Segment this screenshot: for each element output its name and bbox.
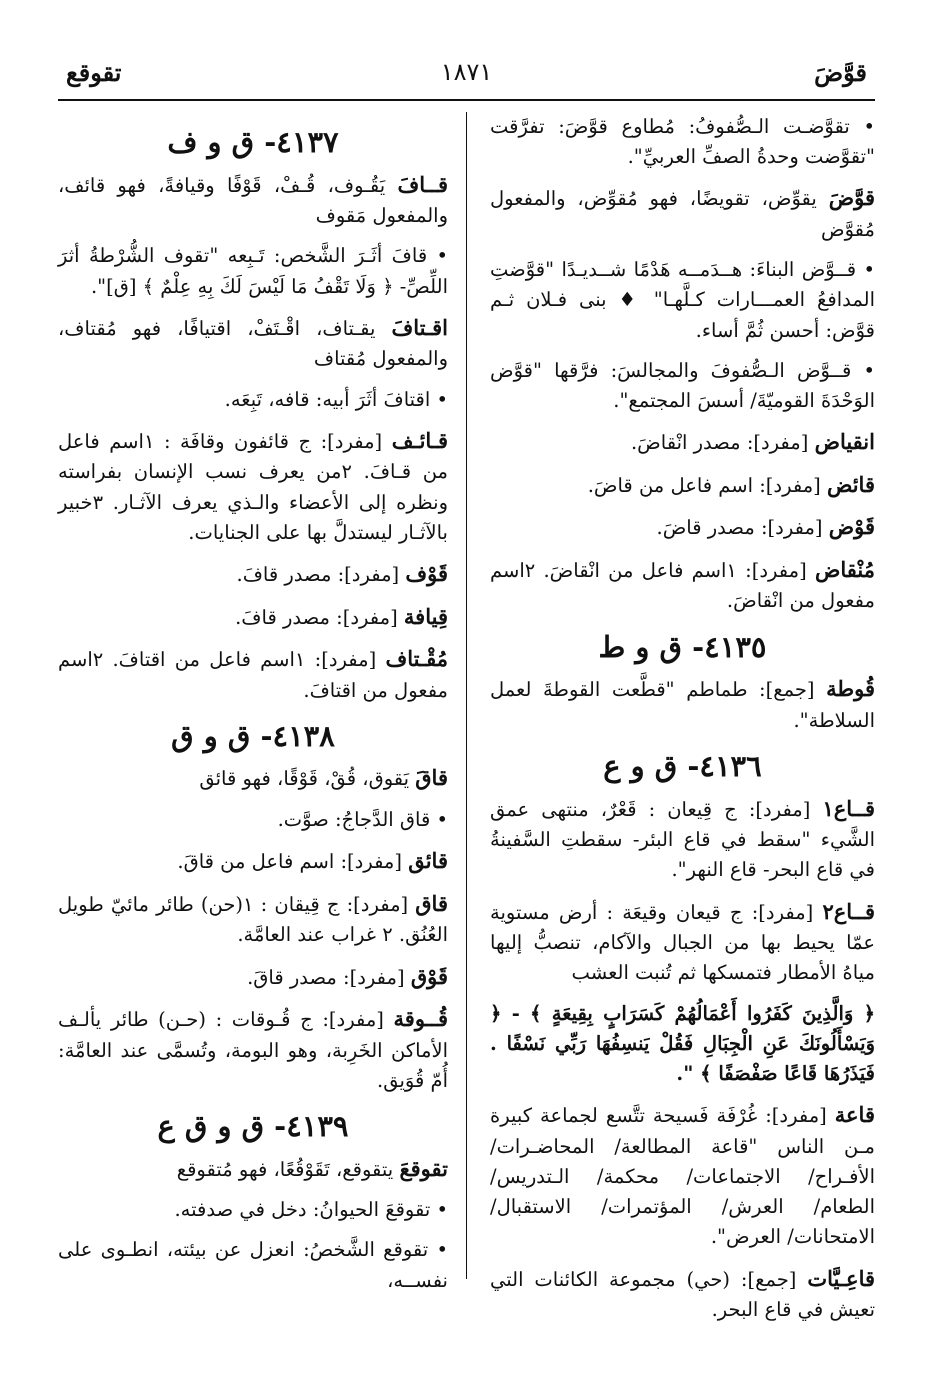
dictionary-entry [490,182,875,245]
entry-headword: قــاع١ [822,795,876,821]
entry-headword: قوَّضَ [828,185,875,211]
entry-headword: اقـتافَ [391,314,448,340]
entry-headword: قاعة [834,1102,875,1128]
section-title: ٤١٣٩- ق و ق ع [157,1109,349,1144]
section-title: ٤١٣٦- ق و ع [603,749,762,784]
section-title: ٤١٣٥- ق و ط [598,629,767,664]
quran-quote [490,999,875,1090]
dictionary-entry [490,1099,875,1252]
dictionary-entry [58,1235,448,1295]
dictionary-entry [58,643,448,706]
dictionary-entry [58,845,448,878]
entry-text: • تقوقع الشَّخصُ: انعزل عن بيئته، انطـوى على نفســه، [58,1238,448,1292]
entry-headword: مُقْـتاف [385,646,448,672]
entry-text: • قــوَّض البناءَ: هــدَمــه هَدْمًا شــديـدًا "قوَّضتِ المدافعُ العمـــارات كـلَّهـا" ♦ بنى فـلان ثـم قوَّض: أحسن ثُمَّ أساء. [490,258,875,342]
dictionary-entry [490,554,875,617]
entry-text: • قــوَّض الـصُّفوفَ والمجالسَ: فرَّقها "قوَّض الوَحْدَةَ القوميّةَ/ أسسَ المجتمع". [490,358,875,413]
entry-headword: قائض [826,471,875,497]
dictionary-entry [490,426,875,459]
entry-headword: قاعِـيَّات [807,1265,875,1291]
entry-text: [مفرد]: ج قائفون وقافَة : ١اسم فاعل من قـافَ. ٢من يعرف نسب الإنسان بفراسته ونظره إلى الأعضاء والـذي يعرف الآثـار. ٣خبير بالآثـار ليستدلَّ بها على الجنايات. [58,429,448,544]
dictionary-entry [58,1003,448,1096]
dictionary-entry [58,558,448,591]
entry-headword: قاق [415,890,448,916]
entry-headword: قائق [408,848,448,874]
dictionary-entry [490,793,875,886]
right-column [490,112,876,1322]
entry-headword: قاقَ [415,765,448,791]
entry-headword: قَوْف [405,560,448,586]
entry-text: يقوِّض، تقويضًا، فهو مُقوِّض، والمفعول مُقوَّض [490,187,875,241]
entry-text: [مفرد]: مصدر قافَ. [235,605,398,629]
dictionary-entry [58,312,448,375]
dictionary-entry [58,888,448,951]
page-number: ١٨٧١ [440,58,493,86]
dictionary-entry [58,425,448,548]
entry-text: يتقوقع، تَقَوْقُعًا، فهو مُتقوقع [176,1157,394,1181]
header-right-keyword: قوَّضَ [814,58,867,87]
entry-headword: قــافَ [397,171,449,197]
entry-text: يَقوق، قُقْ، قَوْقًا، فهو قائق [199,767,410,791]
dictionary-entry [490,673,875,736]
dictionary-entry [58,762,448,795]
entry-text: [مفرد]: مصدر قاقَ. [247,965,405,989]
page-header [66,58,867,98]
entry-headword: قــاع٢ [822,898,875,924]
entry-headword: انقياض [814,429,875,455]
left-column [58,112,449,1292]
dictionary-entry [490,255,875,346]
section-title: ٤١٣٧- ق و ف [167,125,339,159]
entry-headword: قُــوقة [393,1006,449,1032]
entry-text: • قاق الدَّجاجُ: صوَّت. [277,807,448,831]
entry-text: [مفرد]: اسم فاعل من قاضَ. [587,473,821,497]
entry-text: • تقوَّضـت الـصُّفوفُ: مُطاوع قوَّضَ: تفرَّقت "تقوَّضت وحدةُ الصفِّ العربيِّ". [490,115,875,169]
entry-text: [جمع]: (حي) مجموعة الكائنات التي تعيش في قاع البحر. [490,1267,875,1322]
entry-headword: قـائـف [391,427,449,453]
dictionary-entry [490,356,875,416]
dictionary-entry [58,385,448,415]
dictionary-entry [490,469,875,502]
dictionary-entry [58,1153,448,1186]
dictionary-entry [58,601,448,634]
column-divider [466,112,467,1279]
entry-headword: قَوْق [410,963,448,989]
entry-text: [مفرد]: ١اسم فاعل من اقتافَ. ٢اسم مفعول من اقتافَ. [58,648,448,702]
entry-headword: قِيافة [403,603,448,629]
entry-text: [مفرد]: مصدر قاضَ. [656,516,823,540]
dictionary-entry [490,896,875,989]
entry-text: [مفرد]: اسم فاعل من قاقَ. [177,850,402,874]
header-rule [58,99,875,101]
entry-text: ﴿ وَالَّذِينَ كَفَرُوا أَعْمَالُهُمْ كَسَرَابٍ بِقِيعَةٍ ﴾ - ﴿ وَيَسْأَلُونَكَ عَنِ الْجِبَالِ فَقُلْ يَنسِفُهَا رَبِّي نَسْفًا . فَيَذَرُهَا قَاعًا صَفْصَفًا ﴾ ". [490,1001,875,1086]
entry-text: [مفرد]: ج قِيعان : قَعْرٌ، منتهى عمق الشَّيء "سقط في قاع البئر- سقطتِ السَّفينةُ في قاع البحر- قاع النهر". [490,797,875,882]
dictionary-entry [490,511,875,544]
entry-text: [مفرد]: ج قيعان وقيعَة : أرض مستوية عمّا يحيط بها من الجبال والآكام، تنصبُّ إليها مياهُ الأمطار فتمسكها ثم تُنبت العشب [490,900,875,985]
entry-text: [مفرد]: مصدر انْقاضَ. [630,431,809,455]
dictionary-entry [58,805,448,835]
entry-text: [مفرد]: ج قُـوقات : (حـن) طائر يألـف الأماكن الخَرِبة، وهو البومة، وتُسمَّى عند العامَّة: أُمّ قُوَيق. [58,1008,448,1092]
entry-text: [مفرد]: ١اسم فاعل من انْقاضَ. ٢اسم مفعول من انْقاضَ. [490,558,875,613]
dictionary-entry [58,1195,448,1225]
entry-text: [مفرد]: مصدر قافَ. [236,562,400,586]
section-title: ٤١٣٨- ق و ق [171,718,335,753]
dictionary-entry [58,241,448,301]
entry-text: • تقوقعَ الحيوانُ: دخل في صدفته. [174,1198,448,1222]
entry-text: [مفرد]: غُرْفَة فَسيحة تتَّسع لجماعة كبيرة مـن الناس "قاعة المطالعة/ المحاضـرات/ الأفـراح/ الاجتماعات/ محكمة/ الـتدريس/ الطعام/ العرش/ المؤتمرات/ الاستقبال/ الامتحانات/ العرض". [490,1104,875,1249]
header-left-keyword: تقوقع [66,58,122,87]
entry-text: [جمع]: طماطم "قطَّعت القوطةَ لعمل السلاطة". [490,678,875,732]
dictionary-entry [58,961,448,994]
entry-headword: مُنْقاض [815,556,875,582]
dictionary-entry [58,169,448,232]
entry-text: • قافَ أثَـرَ الشَّخص: تَـبِعه "تقوف الشُّرْطةُ أثرَ اللِّصِّ- ﴿ وَلَا تَقْفُ مَا لَيْسَ لَكَ بِهِ عِلْمٌ ﴾ [ق]". [58,244,448,298]
entry-text: يَقُـوف، قُـفْ، قَوْفًا وقيافةً، فهو قائف، والمفعول مَقوف [58,173,448,228]
entry-headword: تقوقعَ [399,1155,448,1181]
entry-headword: قَوْض [828,514,875,540]
entry-text: يقـتاف، اقْـتَفْ، اقتيافًا، فهو مُقتاف، والمفعول مُقتاف [58,316,448,371]
entry-headword: قُوطة [826,676,875,702]
dictionary-entry [490,1263,875,1326]
entry-text: [مفرد]: ج قِيقان : ١(حن) طائر مائيّ طويل العُنُق. ٢ غراب عند العامَّة. [58,892,448,947]
entry-text: • اقتافَ أثَرَ أبيه: قافه، تَبِعَه. [224,387,448,411]
dictionary-entry [490,112,875,172]
